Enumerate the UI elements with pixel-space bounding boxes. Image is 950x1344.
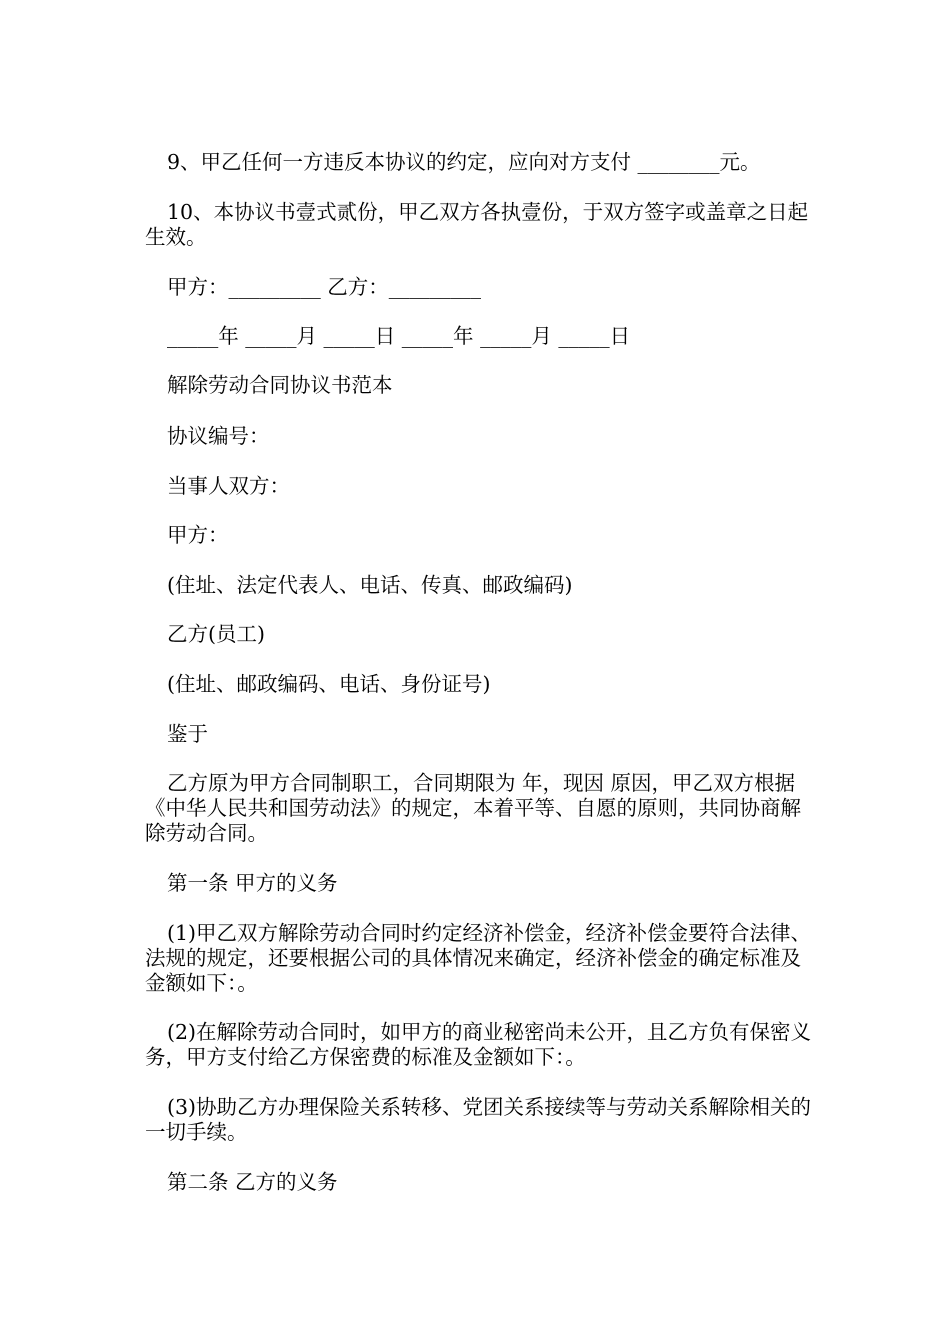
party-a-info: (住址、法定代表人、电话、传真、邮政编码) xyxy=(167,573,573,597)
preamble: 乙方原为甲方合同制职工，合同期限为 年，现因 原因，甲乙双方根据《中华人民共和国劳动法》的规定，本着平等、自愿的原则，共同协商解除劳动合同。 xyxy=(145,771,801,845)
clause-9: 9、甲乙任何一方违反本协议的约定，应向对方支付 ________元。 xyxy=(167,150,761,174)
signature-dates: _____年 _____月 _____日 _____年 _____月 _____日 xyxy=(167,324,631,348)
signature-parties: 甲方：_________ 乙方：_________ xyxy=(167,275,482,299)
clause-10: 10、本协议书壹式贰份，甲乙双方各执壹份，于双方签字或盖章之日起生效。 xyxy=(145,200,809,249)
article-1-item-3: (3)协助乙方办理保险关系转移、党团关系接续等与劳动关系解除相关的一切手续。 xyxy=(145,1095,812,1144)
party-b: 乙方(员工) xyxy=(167,622,265,646)
agreement-number: 协议编号： xyxy=(167,424,270,448)
article-1-heading: 第一条 甲方的义务 xyxy=(167,871,338,895)
party-a: 甲方： xyxy=(167,523,229,547)
party-b-info: (住址、邮政编码、电话、身份证号) xyxy=(167,672,491,696)
article-2-heading: 第二条 乙方的义务 xyxy=(167,1170,338,1194)
parties-heading: 当事人双方： xyxy=(167,474,290,498)
whereas: 鉴于 xyxy=(167,722,208,746)
article-1-item-1: (1)甲乙双方解除劳动合同时约定经济补偿金，经济补偿金要符合法律、法规的规定，还要根据公司的具体情况来确定，经济补偿金的确定标准及金额如下：。 xyxy=(145,921,812,995)
article-1-item-2: (2)在解除劳动合同时，如甲方的商业秘密尚未公开，且乙方负有保密义务，甲方支付给乙方保密费的标准及金额如下：。 xyxy=(145,1020,812,1069)
doc-title: 解除劳动合同协议书范本 xyxy=(167,373,393,397)
